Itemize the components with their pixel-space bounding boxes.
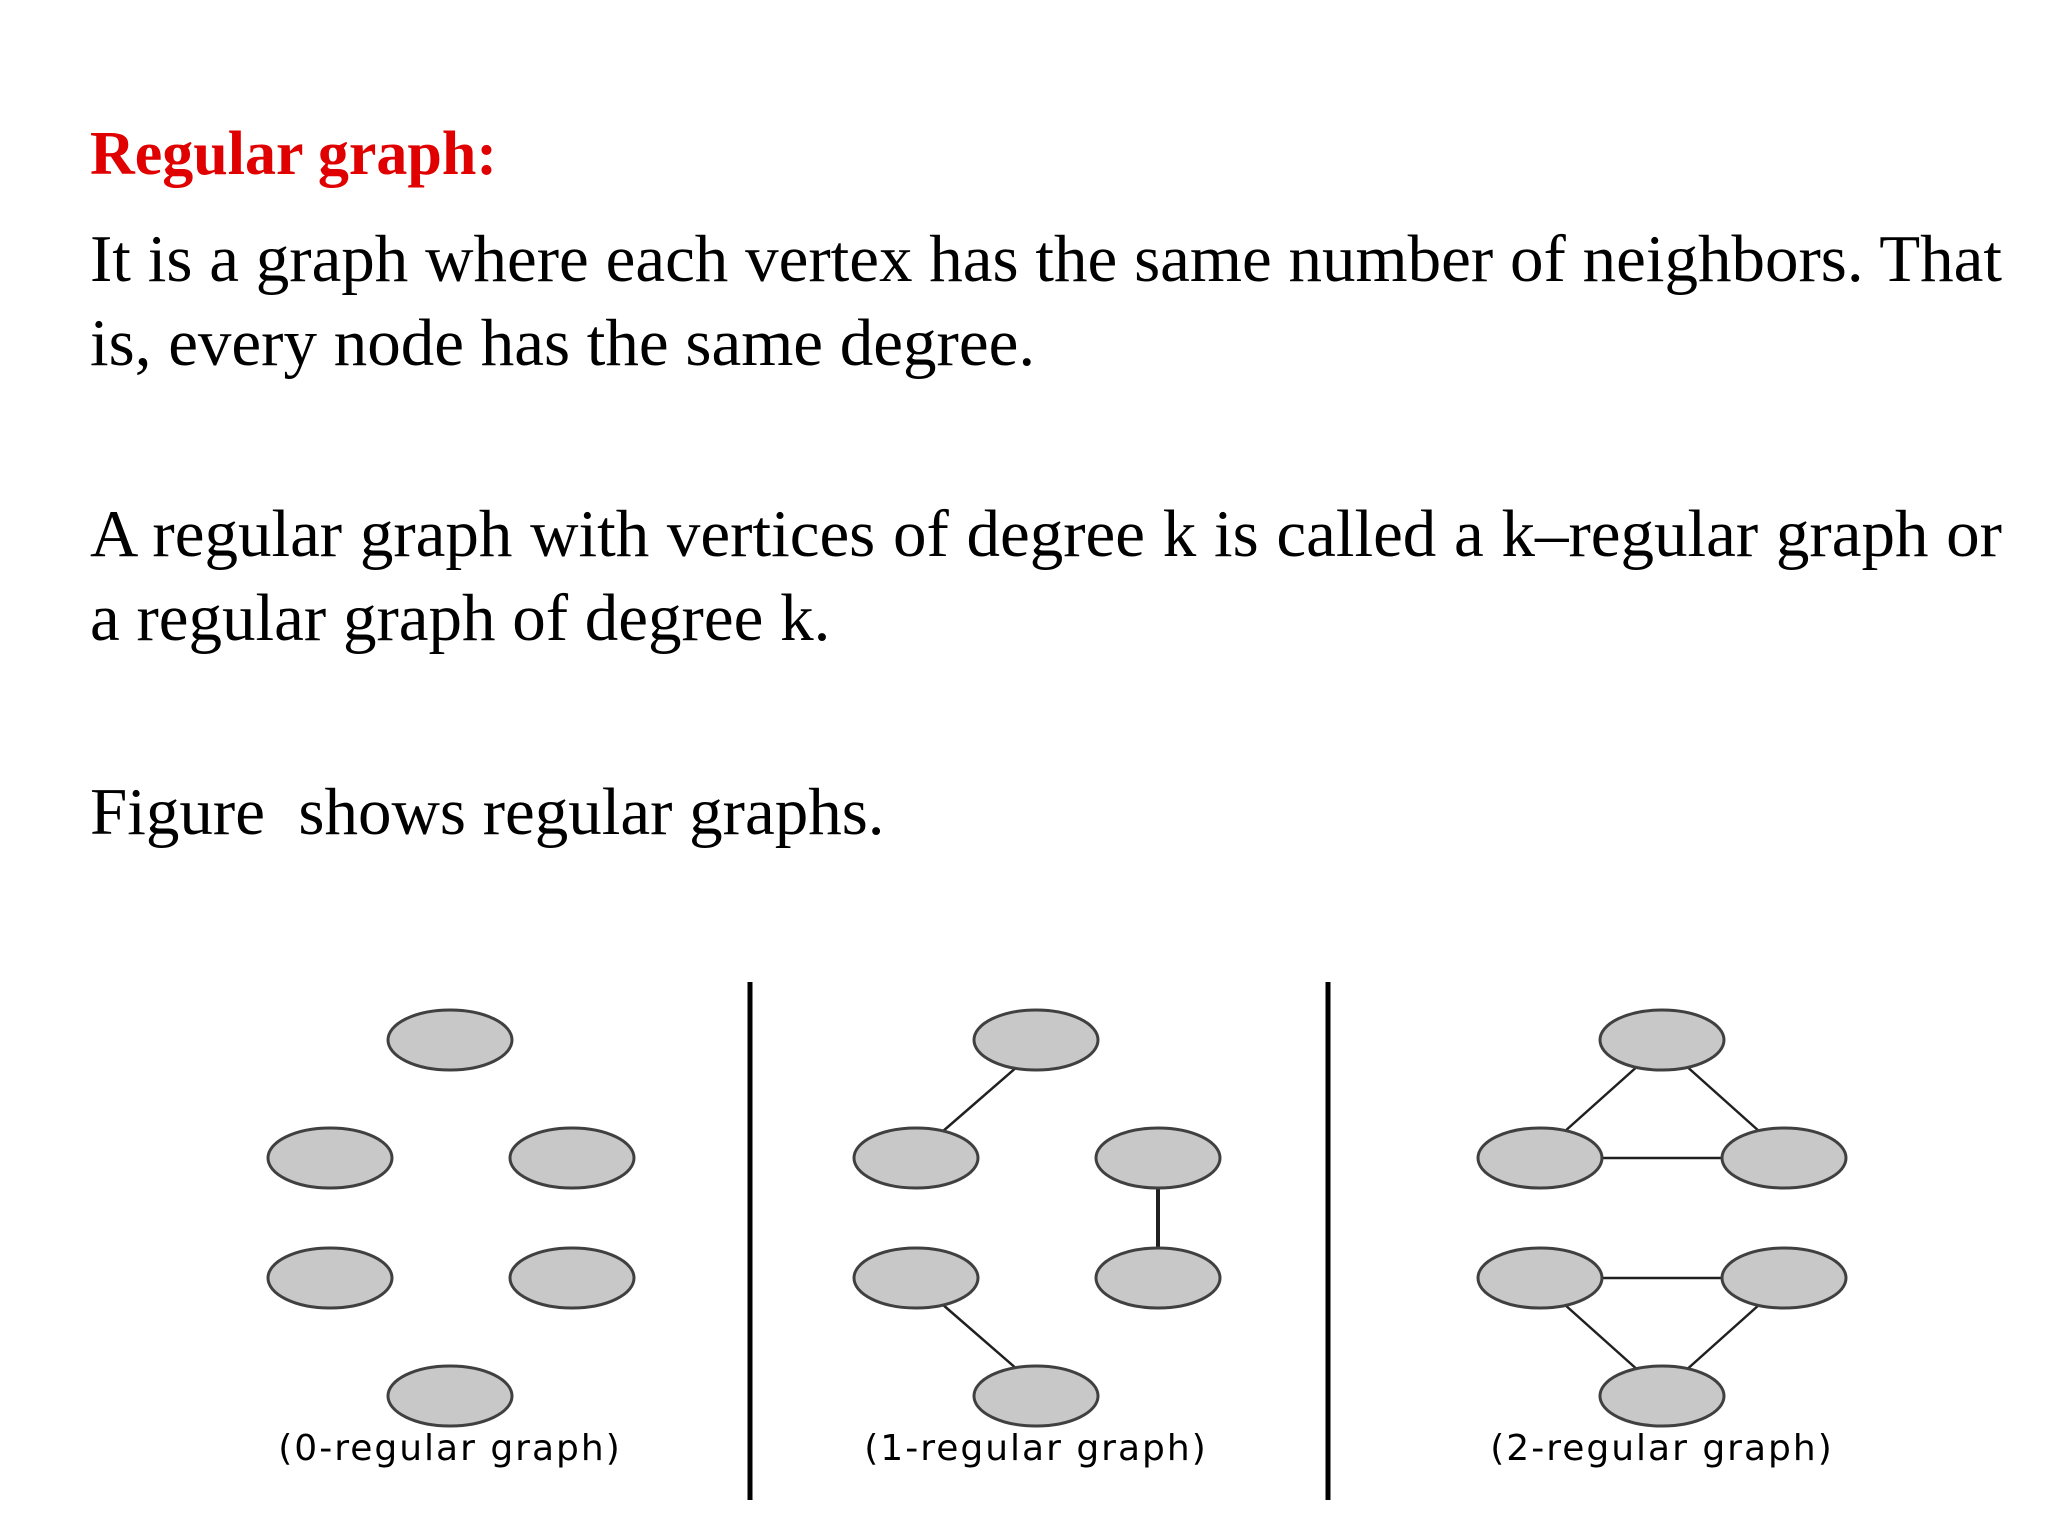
graph-node — [510, 1248, 634, 1308]
panel-0-regular — [268, 1010, 634, 1469]
panel-1-regular — [854, 1010, 1220, 1469]
graph-node — [388, 1366, 512, 1426]
graph-node — [1722, 1128, 1846, 1188]
graph-edge — [1564, 1304, 1640, 1372]
panel-caption: (1-regular graph) — [864, 1428, 1208, 1469]
regular-graphs-figure — [0, 960, 2048, 1520]
graph-node — [268, 1128, 392, 1188]
graph-node — [974, 1366, 1098, 1426]
graph-node — [510, 1128, 634, 1188]
graph-edge — [1684, 1064, 1760, 1132]
graph-node — [854, 1128, 978, 1188]
graph-edge — [1684, 1304, 1760, 1372]
panel-2-regular — [1478, 1010, 1846, 1469]
k-regular-paragraph: A regular graph with vertices of degree k is called a k–regular graph or a regular graph of degree k. — [90, 497, 2002, 655]
graph-node — [1478, 1128, 1602, 1188]
graph-node — [268, 1248, 392, 1308]
graph-node — [974, 1010, 1098, 1070]
figure-reference-paragraph: Figure shows regular graphs. — [90, 775, 885, 849]
panel-caption: (0-regular graph) — [278, 1428, 622, 1469]
graph-node — [1478, 1248, 1602, 1308]
graph-node — [854, 1248, 978, 1308]
graph-node — [1096, 1128, 1220, 1188]
slide-title: Regular graph: — [90, 120, 498, 188]
graph-node — [1722, 1248, 1846, 1308]
graph-node — [1600, 1010, 1724, 1070]
graph-edge — [942, 1304, 1018, 1370]
graph-node — [1600, 1366, 1724, 1426]
regular-graphs-diagram — [0, 960, 2048, 1520]
graph-edge — [1564, 1064, 1640, 1132]
graph-node — [1096, 1248, 1220, 1308]
panel-caption: (2-regular graph) — [1490, 1428, 1834, 1469]
graph-edge — [942, 1066, 1018, 1132]
graph-node — [388, 1010, 512, 1070]
definition-paragraph: It is a graph where each vertex has the same number of neighbors. That is, every node has the same degree. — [90, 222, 2002, 380]
